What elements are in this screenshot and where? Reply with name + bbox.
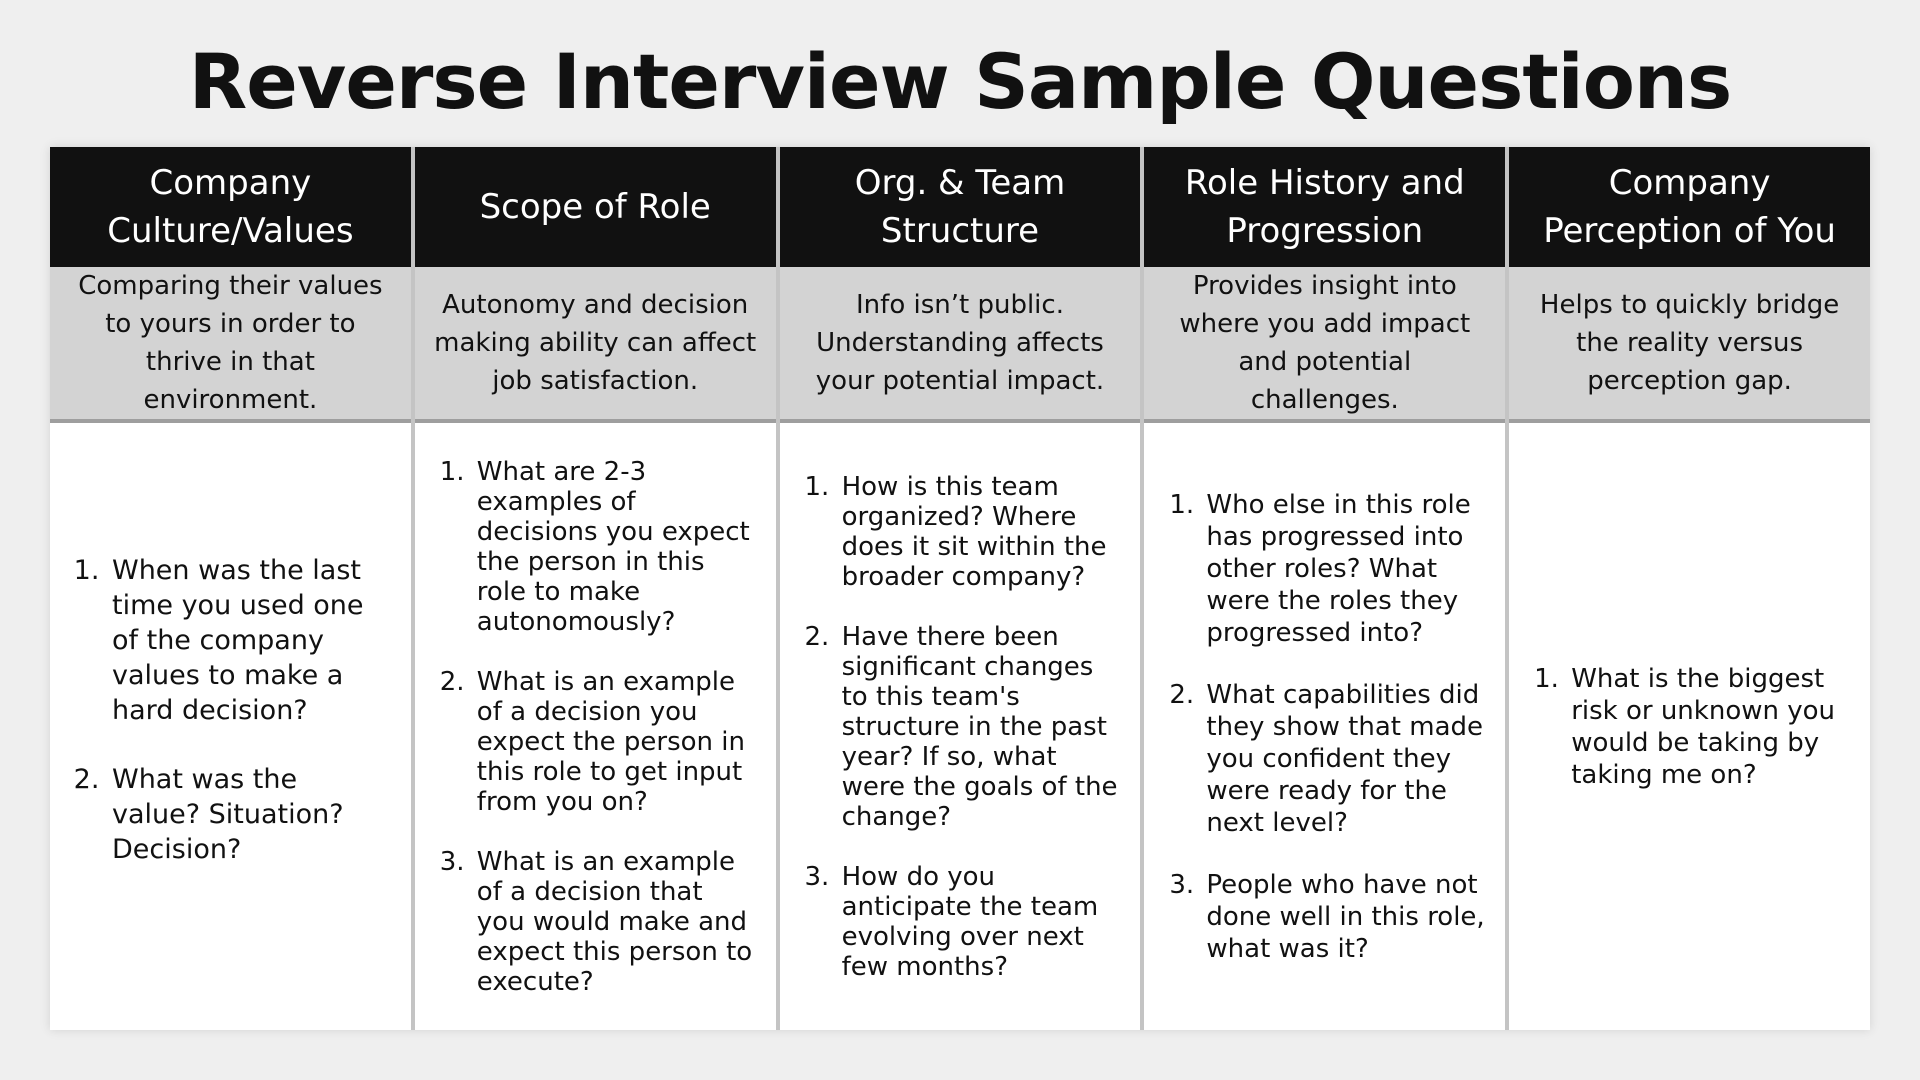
- question-list: [802, 472, 1123, 982]
- column-description: Comparing their values to yours in order to thrive in that environment.: [50, 267, 411, 423]
- column-org-team-structure: [780, 147, 1141, 1030]
- question-item: 3. How do you anticipate the team evolving over next few months?: [838, 862, 1123, 982]
- question-item: 2. What was the value? Situation? Decision?: [108, 762, 393, 867]
- column-role-history: [1144, 147, 1505, 1030]
- question-item: 1. How is this team organized? Where does it sit within the broader company?: [838, 472, 1123, 592]
- column-company-perception: [1509, 147, 1870, 1030]
- column-questions: [780, 423, 1141, 1030]
- column-company-culture: [50, 147, 411, 1030]
- column-scope-of-role: [415, 147, 776, 1030]
- column-heading: Role History and Progression: [1144, 147, 1505, 267]
- column-heading: Org. & Team Structure: [780, 147, 1141, 267]
- question-item: 3. What is an example of a decision that you would make and expect this person to execute?: [473, 847, 758, 997]
- column-heading: Company Perception of You: [1509, 147, 1870, 267]
- question-item: 1. When was the last time you used one of the company values to make a hard decision?: [108, 553, 393, 728]
- column-description: Info isn’t public. Understanding affects your potential impact.: [780, 267, 1141, 423]
- column-description: Autonomy and decision making ability can affect job satisfaction.: [415, 267, 776, 423]
- question-list: [1531, 663, 1852, 791]
- question-item: 1. Who else in this role has progressed into other roles? What were the roles they progressed into?: [1202, 489, 1487, 649]
- question-list: [72, 553, 393, 901]
- column-questions: [1509, 423, 1870, 1030]
- question-list: [437, 457, 758, 997]
- question-item: 1. What is the biggest risk or unknown you would be taking by taking me on?: [1567, 663, 1852, 791]
- question-item: 2. What is an example of a decision you expect the person in this role to get input from you on?: [473, 667, 758, 817]
- question-item: 2. Have there been significant changes to this team's structure in the past year? If so, what were the goals of the change?: [838, 622, 1123, 832]
- page-title: Reverse Interview Sample Questions: [188, 37, 1732, 126]
- column-questions: [1144, 423, 1505, 1030]
- column-heading: Company Culture/Values: [50, 147, 411, 267]
- column-questions: [415, 423, 776, 1030]
- question-list: [1166, 489, 1487, 965]
- questions-table: [50, 147, 1870, 1030]
- column-heading: Scope of Role: [415, 147, 776, 267]
- question-item: 2. What capabilities did they show that made you confident they were ready for the next level?: [1202, 679, 1487, 839]
- column-description: Helps to quickly bridge the reality versus perception gap.: [1509, 267, 1870, 423]
- question-item: 1. What are 2-3 examples of decisions you expect the person in this role to make autonomously?: [473, 457, 758, 637]
- question-item: 3. People who have not done well in this role, what was it?: [1202, 869, 1487, 965]
- column-questions: [50, 423, 411, 1030]
- column-description: Provides insight into where you add impact and potential challenges.: [1144, 267, 1505, 423]
